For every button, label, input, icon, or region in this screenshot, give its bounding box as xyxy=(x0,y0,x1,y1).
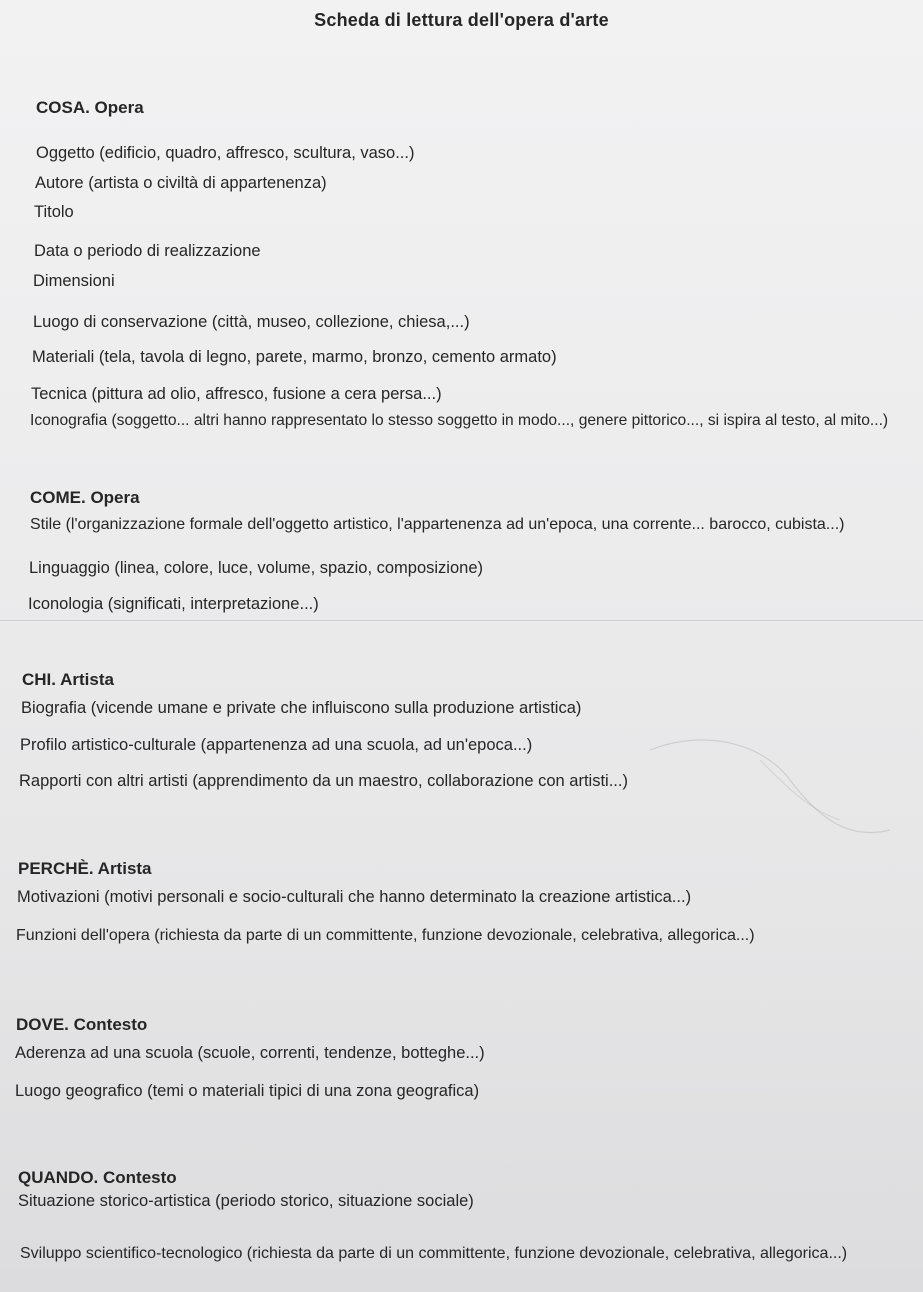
list-item: Luogo geografico (temi o materiali tipici di una zona geografica) xyxy=(15,1082,480,1100)
list-item: Luogo di conservazione (città, museo, collezione, chiesa,...) xyxy=(33,313,470,331)
list-item: Titolo xyxy=(34,203,74,221)
page-title: Scheda di lettura dell'opera d'arte xyxy=(314,10,609,30)
list-item: Aderenza ad una scuola (scuole, correnti, tendenze, botteghe...) xyxy=(15,1044,485,1062)
list-item: Linguaggio (linea, colore, luce, volume, spazio, composizione) xyxy=(29,559,483,577)
list-item: Dimensioni xyxy=(33,272,115,290)
list-item: Rapporti con altri artisti (apprendimento da un maestro, collaborazione con artisti...) xyxy=(19,772,628,790)
list-item: Profilo artistico-culturale (appartenenza ad una scuola, ad un'epoca...) xyxy=(20,736,533,754)
paper-fold-line xyxy=(0,620,923,621)
list-item: Tecnica (pittura ad olio, affresco, fusione a cera persa...) xyxy=(31,385,442,403)
pencil-scribble xyxy=(640,720,900,860)
list-item: Iconografia (soggetto... altri hanno rappresentato lo stesso soggetto in modo..., genere pittorico..., si ispira al testo, al mito...) xyxy=(30,412,889,429)
list-item: Materiali (tela, tavola di legno, parete, marmo, bronzo, cemento armato) xyxy=(32,348,557,366)
section-heading-quando: QUANDO. Contesto xyxy=(18,1168,177,1187)
list-item: Oggetto (edificio, quadro, affresco, scultura, vaso...) xyxy=(36,144,415,162)
section-heading-dove: DOVE. Contesto xyxy=(16,1015,148,1034)
section-heading-cosa: COSA. Opera xyxy=(36,98,144,117)
list-item: Situazione storico-artistica (periodo storico, situazione sociale) xyxy=(18,1192,474,1210)
list-item: Sviluppo scientifico-tecnologico (richiesta da parte di un committente, funzione devozionale, celebrativa, allegorica...) xyxy=(20,1245,848,1262)
list-item: Biografia (vicende umane e private che influiscono sulla produzione artistica) xyxy=(21,699,582,717)
list-item: Iconologia (significati, interpretazione...) xyxy=(28,595,319,613)
list-item: Stile (l'organizzazione formale dell'oggetto artistico, l'appartenenza ad un'epoca, una corrente... barocco, cubista...) xyxy=(30,516,845,533)
section-heading-chi: CHI. Artista xyxy=(22,670,114,689)
list-item: Motivazioni (motivi personali e socio-culturali che hanno determinato la creazione artistica...) xyxy=(17,888,692,906)
list-item: Autore (artista o civiltà di appartenenza) xyxy=(35,174,327,192)
section-heading-come: COME. Opera xyxy=(30,488,140,507)
list-item: Data o periodo di realizzazione xyxy=(34,242,261,260)
section-heading-perche: PERCHÈ. Artista xyxy=(18,859,152,878)
list-item: Funzioni dell'opera (richiesta da parte di un committente, funzione devozionale, celebrativa, allegorica...) xyxy=(16,927,755,944)
